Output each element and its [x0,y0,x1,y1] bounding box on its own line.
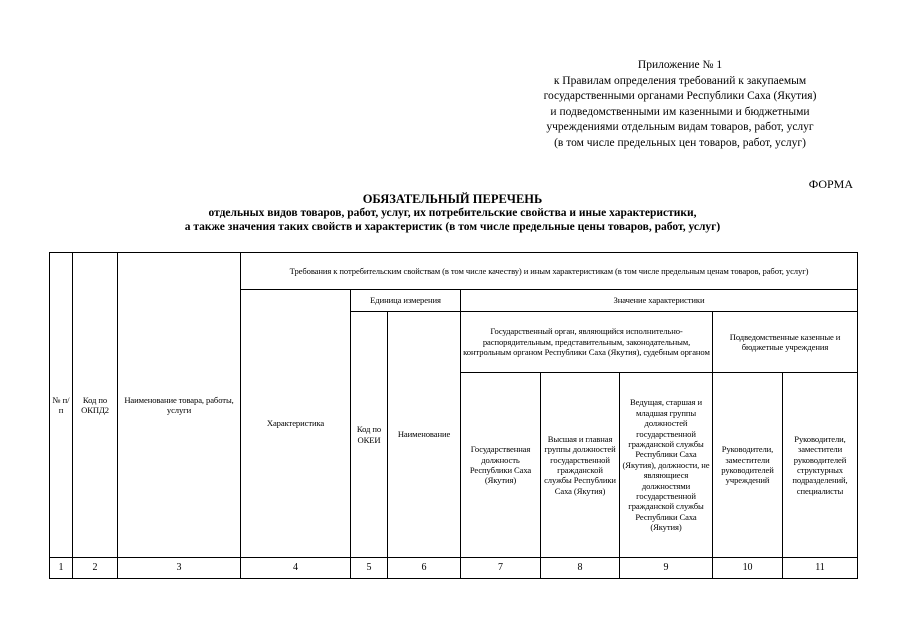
header-other-groups: Ведущая, старшая и младшая группы должностей государственной гражданской службы Республики Саха (Якутия), должности, не являющиеся должностями государственной гражданской службы Республики Саха (Якутия) [620,373,713,558]
column-number: 8 [541,558,620,579]
appendix-line: и подведомственными им казенными и бюджетными [550,105,810,118]
appendix-note [500,58,860,151]
requirements-table [49,252,858,579]
appendix-line: Приложение № 1 [637,59,723,71]
header-unit-of-measure: Единица измерения [351,290,461,312]
column-number: 3 [118,558,241,579]
column-number: 9 [620,558,713,579]
header-subordinate-institutions: Подведомственные казенные и бюджетные учреждения [713,312,858,373]
column-number: 11 [783,558,858,579]
appendix-line: (в том числе предельных цен товаров, работ, услуг) [554,136,806,149]
header-item-name: Наименование товара, работы, услуги [118,253,241,558]
header-okei-code: Код по ОКЕИ [351,312,388,558]
column-number: 1 [50,558,73,579]
column-number: 10 [713,558,783,579]
appendix-line: к Правилам определения требований к закупаемым [553,74,807,87]
header-higher-groups: Высшая и главная группы должностей государственной гражданской службы Республики Саха (Якутия) [541,373,620,558]
header-characteristic: Характеристика [241,290,351,558]
document-subtitle-line-2: а также значения таких свойств и характеристик (в том числе предельные цены товаров, работ, услуг) [184,221,721,233]
document-title: ОБЯЗАТЕЛЬНЫЙ ПЕРЕЧЕНЬ [362,192,543,206]
header-institution-heads: Руководители, заместители руководителей учреждений [713,373,783,558]
appendix-line: государственными органами Республики Саха (Якутия) [543,90,817,102]
header-unit-heads-specialists: Руководители, заместители руководителей структурных подразделений, специалисты [783,373,858,558]
header-unit-name: Наименование [388,312,461,558]
column-number: 5 [351,558,388,579]
header-okpd2-code: Код по ОКПД2 [73,253,118,558]
header-number: № п/п [50,253,73,558]
document-subtitle-line-1: отдельных видов товаров, работ, услуг, их потребительские свойства и иные характеристики, [208,207,697,219]
column-number: 6 [388,558,461,579]
column-number: 2 [73,558,118,579]
column-number: 7 [461,558,541,579]
header-requirements: Требования к потребительским свойствам (в том числе качеству) и иным характеристикам (в том числе предельным ценам товаров, работ, услуг) [241,253,858,290]
form-label: ФОРМА [808,177,853,191]
header-government-body: Государственный орган, являющийся исполнительно-распорядительным, представительным, законодательным, контрольным органом Республики Саха (Якутия), судебным органом [461,312,713,373]
header-characteristic-value: Значение характеристики [461,290,858,312]
header-government-position: Государственная должность Республики Саха (Якутия) [461,373,541,558]
column-number: 4 [241,558,351,579]
appendix-line: учреждениями отдельным видам товаров, работ, услуг [546,121,814,133]
